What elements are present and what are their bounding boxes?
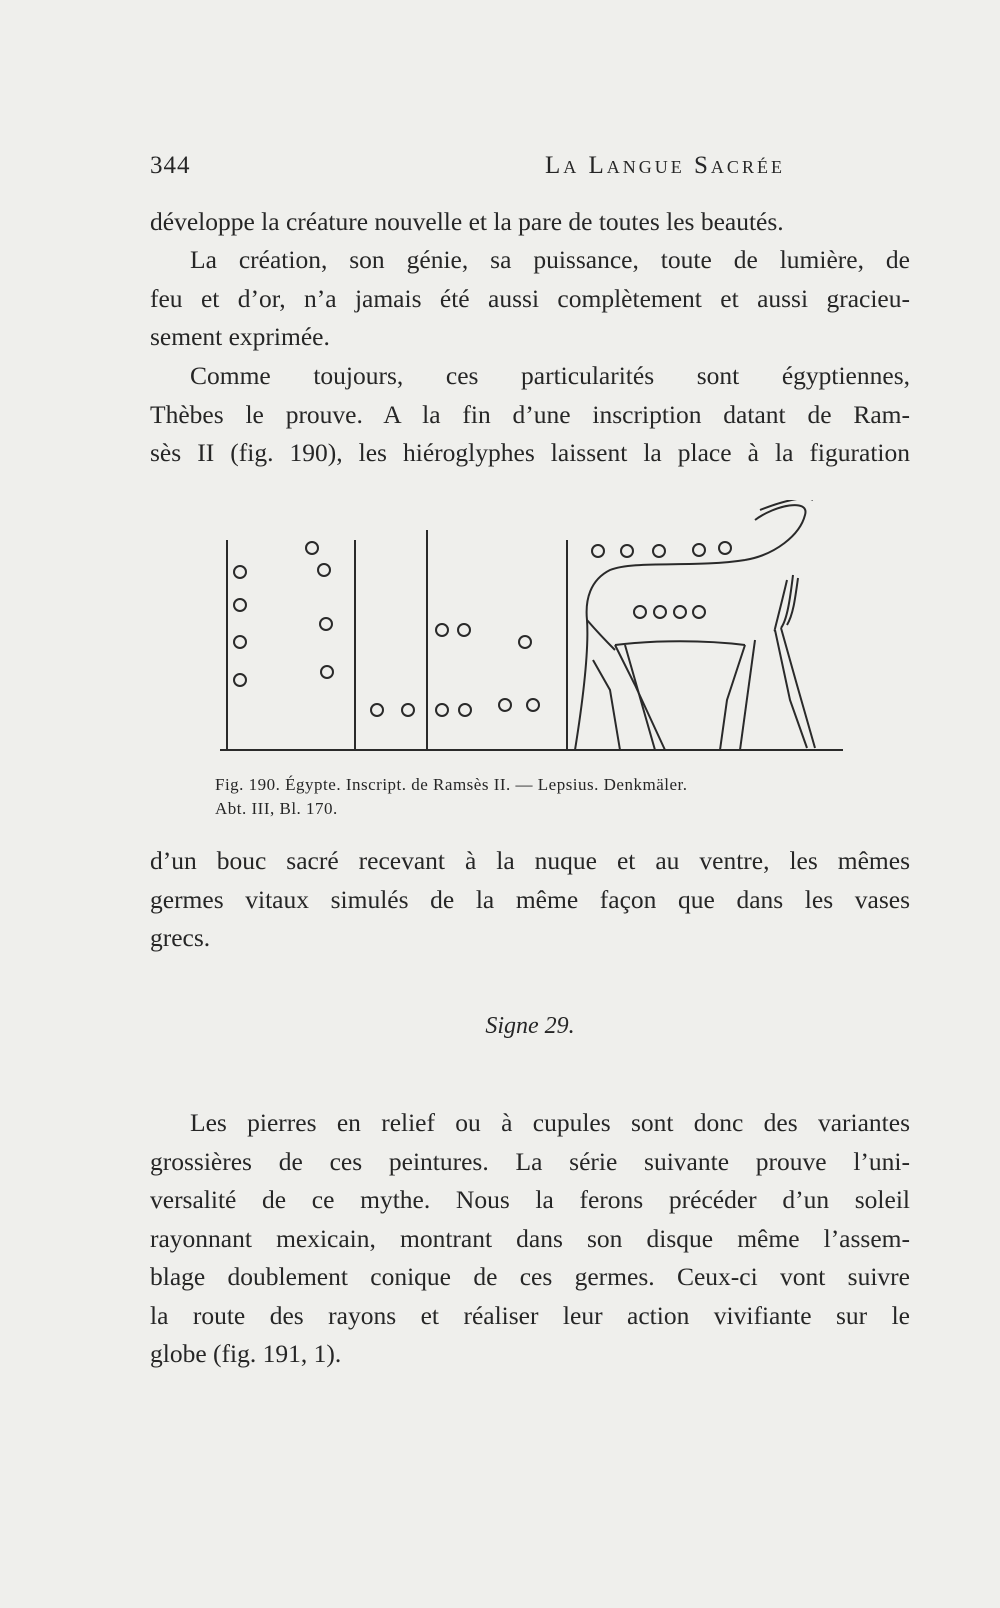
- inscription-figure: [215, 500, 850, 760]
- germ-circle: [458, 624, 470, 636]
- germ-circle: [459, 704, 471, 716]
- germ-circle: [320, 618, 332, 630]
- germ-circle: [527, 699, 539, 711]
- germ-circle: [621, 545, 633, 557]
- goat-belly: [615, 641, 745, 645]
- text-line: grossières de ces peintures. La série suivante prouve l’uni-: [150, 1146, 910, 1176]
- text-line: La création, son génie, sa puissance, toute de lumière, de: [190, 245, 910, 274]
- caption-line: Abt. III, Bl. 170.: [215, 799, 338, 818]
- paragraph-goat: [150, 842, 910, 958]
- goat-body: [575, 560, 745, 750]
- page-number: 344: [150, 152, 191, 179]
- germ-circle: [234, 674, 246, 686]
- germ-circle: [234, 599, 246, 611]
- text-line: sès II (fig. 190), les hiéroglyphes laissent la place à la figuration: [150, 438, 910, 467]
- text-line: grecs.: [150, 923, 211, 952]
- germ-circle: [634, 606, 646, 618]
- figure-caption: [215, 773, 865, 821]
- text-line: Thèbes le prouve. A la fin d’une inscription datant de Ram-: [150, 399, 910, 429]
- germ-circle: [402, 704, 414, 716]
- germ-circle: [674, 606, 686, 618]
- germ-circle: [318, 564, 330, 576]
- germ-circle: [693, 606, 705, 618]
- germ-circle: [436, 624, 448, 636]
- germ-circle: [306, 542, 318, 554]
- germ-circle: [719, 542, 731, 554]
- text-line: Les pierres en relief ou à cupules sont donc des variantes: [190, 1108, 910, 1137]
- text-line: sement exprimée.: [150, 322, 330, 351]
- goat-body: [587, 620, 615, 650]
- text-line: versalité de ce mythe. Nous la ferons précéder d’un soleil: [150, 1185, 910, 1214]
- germ-circle: [693, 544, 705, 556]
- text-line: développe la créature nouvelle et la pare de toutes les beautés.: [150, 207, 784, 236]
- paragraph-egyptian: [150, 357, 910, 473]
- text-line: la route des rayons et réaliser leur action vivifiante sur le: [150, 1300, 910, 1330]
- goat-chest: [775, 580, 787, 631]
- goat-leg: [775, 630, 807, 748]
- goat-leg: [593, 660, 620, 750]
- germ-circle: [321, 666, 333, 678]
- text-line: feu et d’or, n’a jamais été aussi complètement et aussi gracieu-: [150, 283, 910, 313]
- text-line: globe (fig. 191, 1).: [150, 1339, 342, 1368]
- germ-circle: [653, 545, 665, 557]
- paragraph-creation: [150, 241, 910, 357]
- germ-circle: [234, 636, 246, 648]
- goat-horn: [745, 505, 805, 560]
- section-title: Signe 29.: [485, 1013, 575, 1039]
- germ-circle: [654, 606, 666, 618]
- germ-circle: [592, 545, 604, 557]
- paragraph-continuation: [150, 203, 910, 242]
- germ-circle: [371, 704, 383, 716]
- germ-circle: [519, 636, 531, 648]
- caption-line: Fig. 190. Égypte. Inscript. de Ramsès II. — Lepsius. Denkmäler.: [215, 775, 688, 794]
- text-line: rayonnant mexicain, montrant dans son disque même l’assem-: [150, 1223, 910, 1253]
- running-head: [150, 152, 910, 192]
- running-title: La Langue Sacrée: [545, 152, 785, 179]
- germ-circle: [499, 699, 511, 711]
- text-line: Comme toujours, ces particularités sont égyptiennes,: [190, 361, 910, 390]
- goat-leg: [781, 628, 815, 748]
- goat-leg: [625, 645, 655, 750]
- text-line: blage doublement conique de ces germes. Ceux-ci vont suivre: [150, 1262, 910, 1291]
- text-line: d’un bouc sacré recevant à la nuque et au ventre, les mêmes: [150, 846, 910, 875]
- paragraph-stones: [150, 1104, 910, 1374]
- germ-circle: [234, 566, 246, 578]
- text-line: germes vitaux simulés de la même façon que dans les vases: [150, 884, 910, 914]
- germ-circle: [436, 704, 448, 716]
